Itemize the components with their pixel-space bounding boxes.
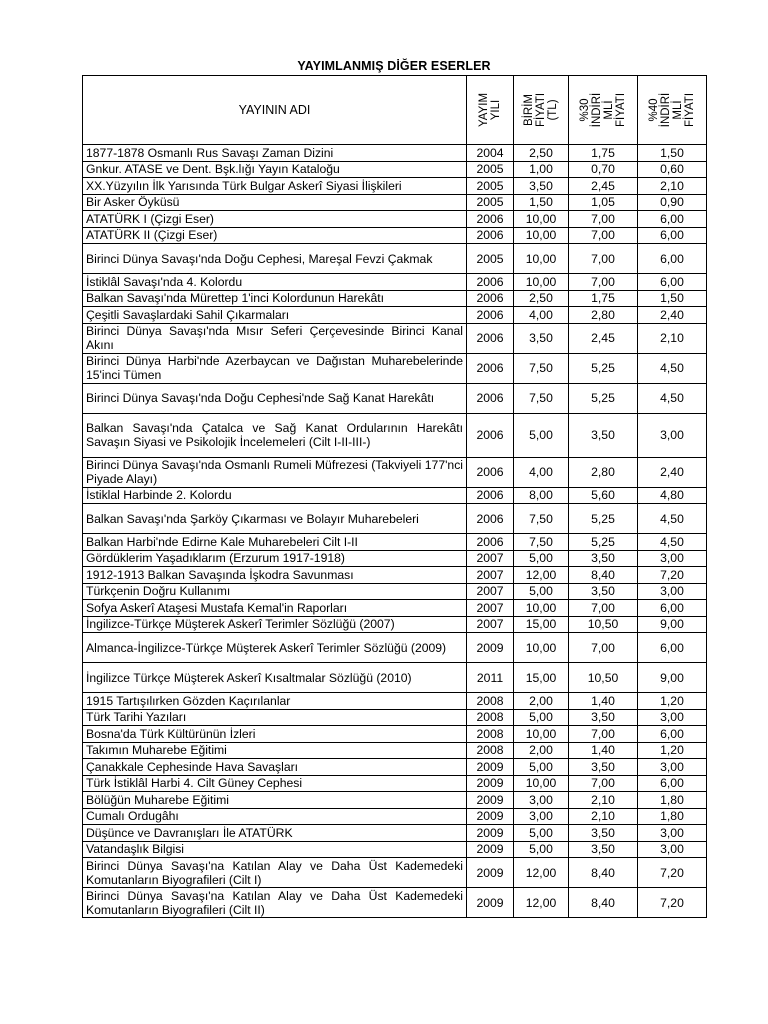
cell-unit-price: 7,50 xyxy=(514,534,569,551)
cell-year: 2006 xyxy=(467,504,514,534)
cell-price-30: 2,45 xyxy=(569,178,638,195)
cell-unit-price: 10,00 xyxy=(514,227,569,244)
cell-price-30: 2,80 xyxy=(569,307,638,324)
cell-price-40: 4,50 xyxy=(638,383,707,413)
cell-year: 2006 xyxy=(467,211,514,228)
cell-price-30: 2,10 xyxy=(569,792,638,809)
cell-unit-price: 4,00 xyxy=(514,457,569,487)
cell-price-40: 6,00 xyxy=(638,211,707,228)
cell-title: İstiklâl Savaşı'nda 4. Kolordu xyxy=(83,274,467,291)
table-row xyxy=(83,808,707,825)
table-body xyxy=(83,145,707,918)
cell-price-30: 7,00 xyxy=(569,600,638,617)
cell-year: 2009 xyxy=(467,792,514,809)
page-title: YAYIMLANMIŞ DİĞER ESERLER xyxy=(297,59,491,73)
cell-year: 2007 xyxy=(467,550,514,567)
cell-price-30: 7,00 xyxy=(569,244,638,274)
cell-price-40: 7,20 xyxy=(638,858,707,888)
cell-unit-price: 3,50 xyxy=(514,178,569,195)
cell-price-40: 6,00 xyxy=(638,633,707,663)
cell-price-40: 2,40 xyxy=(638,307,707,324)
header-year-text: YAYIM YILI xyxy=(478,92,502,128)
cell-price-30: 8,40 xyxy=(569,567,638,584)
table-row xyxy=(83,567,707,584)
cell-unit-price: 7,50 xyxy=(514,383,569,413)
cell-title: Bosna'da Türk Kültürünün İzleri xyxy=(83,726,467,743)
table-row xyxy=(83,211,707,228)
table-row xyxy=(83,274,707,291)
header-unit-price-text: BİRİM FİYATI (TL) xyxy=(523,92,559,128)
cell-title: Birinci Dünya Harbi'nde Azerbaycan ve Dağıstan Muharebelerinde 15'inci Tümen xyxy=(83,353,467,383)
table-row xyxy=(83,550,707,567)
table-row xyxy=(83,307,707,324)
cell-unit-price: 7,50 xyxy=(514,353,569,383)
cell-price-40: 9,00 xyxy=(638,663,707,693)
cell-unit-price: 10,00 xyxy=(514,274,569,291)
table-row xyxy=(83,663,707,693)
cell-unit-price: 7,50 xyxy=(514,504,569,534)
cell-price-40: 2,10 xyxy=(638,178,707,195)
cell-title: Balkan Savaşı'nda Çatalca ve Sağ Kanat Ordularının Harekâtı Savaşın Siyasi ve Psikolojik İncelemeleri (Cilt I-II-III-) xyxy=(83,413,467,457)
cell-price-30: 10,50 xyxy=(569,616,638,633)
header-discount-40-text: %40 İNDİRİ MLİ FİYATI xyxy=(648,92,696,128)
cell-year: 2009 xyxy=(467,858,514,888)
cell-price-40: 3,00 xyxy=(638,825,707,842)
column-header-year xyxy=(467,76,514,145)
table-row xyxy=(83,888,707,918)
cell-title: Cumalı Ordugâhı xyxy=(83,808,467,825)
cell-year: 2008 xyxy=(467,742,514,759)
cell-price-40: 1,80 xyxy=(638,808,707,825)
cell-title: Çanakkale Cephesinde Hava Savaşları xyxy=(83,759,467,776)
cell-title: Birinci Dünya Savaşı'na Katılan Alay ve Daha Üst Kademedeki Komutanların Biyografileri (Cilt I) xyxy=(83,858,467,888)
cell-year: 2009 xyxy=(467,775,514,792)
table-row xyxy=(83,616,707,633)
cell-title: Birinci Dünya Savaşı'nda Doğu Cephesi'nde Sağ Kanat Harekâtı xyxy=(83,383,467,413)
cell-price-30: 3,50 xyxy=(569,825,638,842)
cell-price-40: 6,00 xyxy=(638,274,707,291)
cell-unit-price: 10,00 xyxy=(514,244,569,274)
table-row xyxy=(83,693,707,710)
table-row xyxy=(83,178,707,195)
cell-unit-price: 10,00 xyxy=(514,211,569,228)
cell-price-40: 4,50 xyxy=(638,353,707,383)
cell-year: 2007 xyxy=(467,616,514,633)
cell-unit-price: 12,00 xyxy=(514,858,569,888)
cell-unit-price: 1,50 xyxy=(514,194,569,211)
cell-title: Birinci Dünya Savaşı'nda Doğu Cephesi, Mareşal Fevzi Çakmak xyxy=(83,244,467,274)
cell-unit-price: 12,00 xyxy=(514,567,569,584)
cell-price-30: 5,25 xyxy=(569,534,638,551)
table-row xyxy=(83,709,707,726)
cell-unit-price: 2,00 xyxy=(514,742,569,759)
cell-unit-price: 5,00 xyxy=(514,709,569,726)
cell-price-40: 0,90 xyxy=(638,194,707,211)
table-row xyxy=(83,413,707,457)
cell-year: 2011 xyxy=(467,663,514,693)
cell-title: Birinci Dünya Savaşı'nda Mısır Seferi Çerçevesinde Birinci Kanal Akını xyxy=(83,323,467,353)
cell-year: 2005 xyxy=(467,178,514,195)
cell-title: İstiklal Harbinde 2. Kolordu xyxy=(83,487,467,504)
cell-price-40: 7,20 xyxy=(638,888,707,918)
cell-price-40: 6,00 xyxy=(638,775,707,792)
cell-price-40: 3,00 xyxy=(638,583,707,600)
table-row xyxy=(83,775,707,792)
cell-price-40: 1,50 xyxy=(638,145,707,162)
cell-title: 1915 Tartışılırken Gözden Kaçırılanlar xyxy=(83,693,467,710)
cell-title: Sofya Askerî Ataşesi Mustafa Kemal'in Raporları xyxy=(83,600,467,617)
cell-unit-price: 5,00 xyxy=(514,759,569,776)
cell-price-30: 7,00 xyxy=(569,775,638,792)
cell-unit-price: 10,00 xyxy=(514,633,569,663)
cell-price-30: 2,10 xyxy=(569,808,638,825)
cell-unit-price: 12,00 xyxy=(514,888,569,918)
cell-title: Birinci Dünya Savaşı'na Katılan Alay ve Daha Üst Kademedeki Komutanların Biyografileri (Cilt II) xyxy=(83,888,467,918)
cell-title: Balkan Savaşı'nda Şarköy Çıkarması ve Bolayır Muharebeleri xyxy=(83,504,467,534)
table-row xyxy=(83,726,707,743)
table-row xyxy=(83,633,707,663)
header-discount-30-text: %30 İNDİRİ MLİ FİYATI xyxy=(579,92,627,128)
table-row xyxy=(83,534,707,551)
cell-unit-price: 5,00 xyxy=(514,413,569,457)
cell-price-30: 1,75 xyxy=(569,145,638,162)
cell-price-30: 1,40 xyxy=(569,742,638,759)
cell-unit-price: 10,00 xyxy=(514,600,569,617)
cell-title: Takımın Muharebe Eğitimi xyxy=(83,742,467,759)
table-row xyxy=(83,841,707,858)
cell-price-30: 1,75 xyxy=(569,290,638,307)
cell-year: 2009 xyxy=(467,888,514,918)
table-row xyxy=(83,792,707,809)
cell-title: Gnkur. ATASE ve Dent. Bşk.lığı Yayın Kataloğu xyxy=(83,161,467,178)
cell-year: 2004 xyxy=(467,145,514,162)
cell-unit-price: 3,50 xyxy=(514,323,569,353)
cell-year: 2005 xyxy=(467,194,514,211)
cell-price-30: 1,05 xyxy=(569,194,638,211)
cell-price-40: 3,00 xyxy=(638,759,707,776)
cell-year: 2008 xyxy=(467,726,514,743)
cell-title: Bölüğün Muharebe Eğitimi xyxy=(83,792,467,809)
cell-year: 2005 xyxy=(467,244,514,274)
cell-price-40: 0,60 xyxy=(638,161,707,178)
cell-unit-price: 3,00 xyxy=(514,792,569,809)
cell-unit-price: 5,00 xyxy=(514,550,569,567)
cell-price-40: 2,10 xyxy=(638,323,707,353)
cell-price-30: 8,40 xyxy=(569,888,638,918)
cell-price-40: 1,80 xyxy=(638,792,707,809)
cell-year: 2006 xyxy=(467,274,514,291)
cell-price-30: 5,25 xyxy=(569,504,638,534)
cell-unit-price: 5,00 xyxy=(514,825,569,842)
cell-year: 2009 xyxy=(467,633,514,663)
cell-title: Gördüklerim Yaşadıklarım (Erzurum 1917-1918) xyxy=(83,550,467,567)
cell-price-30: 7,00 xyxy=(569,633,638,663)
cell-price-30: 3,50 xyxy=(569,841,638,858)
table-row xyxy=(83,583,707,600)
cell-unit-price: 1,00 xyxy=(514,161,569,178)
table-row xyxy=(83,759,707,776)
cell-title: Almanca-İngilizce-Türkçe Müşterek Askerî Terimler Sözlüğü (2009) xyxy=(83,633,467,663)
table-row xyxy=(83,742,707,759)
cell-year: 2009 xyxy=(467,841,514,858)
cell-title: Balkan Savaşı'nda Mürettep 1'inci Kolordunun Harekâtı xyxy=(83,290,467,307)
cell-title: ATATÜRK II (Çizgi Eser) xyxy=(83,227,467,244)
cell-year: 2006 xyxy=(467,534,514,551)
header-row xyxy=(83,76,707,145)
table-row xyxy=(83,145,707,162)
table-row xyxy=(83,290,707,307)
cell-year: 2008 xyxy=(467,709,514,726)
cell-price-30: 7,00 xyxy=(569,726,638,743)
cell-year: 2007 xyxy=(467,567,514,584)
cell-price-30: 1,40 xyxy=(569,693,638,710)
cell-year: 2006 xyxy=(467,227,514,244)
cell-price-40: 4,80 xyxy=(638,487,707,504)
cell-title: İngilizce-Türkçe Müşterek Askerî Terimler Sözlüğü (2007) xyxy=(83,616,467,633)
cell-price-40: 6,00 xyxy=(638,244,707,274)
cell-price-30: 5,25 xyxy=(569,383,638,413)
cell-title: Türkçenin Doğru Kullanımı xyxy=(83,583,467,600)
cell-unit-price: 15,00 xyxy=(514,616,569,633)
table-row xyxy=(83,457,707,487)
cell-price-40: 3,00 xyxy=(638,709,707,726)
cell-title: Çeşitli Savaşlardaki Sahil Çıkarmaları xyxy=(83,307,467,324)
cell-price-30: 7,00 xyxy=(569,211,638,228)
cell-price-30: 5,25 xyxy=(569,353,638,383)
table-row xyxy=(83,858,707,888)
cell-price-30: 5,60 xyxy=(569,487,638,504)
table-row xyxy=(83,227,707,244)
cell-title: Balkan Harbi'nde Edirne Kale Muharebeleri Cilt I-II xyxy=(83,534,467,551)
table-row xyxy=(83,825,707,842)
cell-price-40: 4,50 xyxy=(638,534,707,551)
cell-price-40: 2,40 xyxy=(638,457,707,487)
cell-unit-price: 5,00 xyxy=(514,841,569,858)
cell-unit-price: 3,00 xyxy=(514,808,569,825)
table-row xyxy=(83,161,707,178)
cell-year: 2006 xyxy=(467,457,514,487)
cell-year: 2007 xyxy=(467,600,514,617)
cell-price-30: 2,80 xyxy=(569,457,638,487)
cell-price-40: 7,20 xyxy=(638,567,707,584)
table-row xyxy=(83,353,707,383)
cell-title: 1877-1878 Osmanlı Rus Savaşı Zaman Dizini xyxy=(83,145,467,162)
table-row xyxy=(83,323,707,353)
column-header-unit-price xyxy=(514,76,569,145)
cell-price-40: 3,00 xyxy=(638,550,707,567)
table-row xyxy=(83,487,707,504)
cell-unit-price: 4,00 xyxy=(514,307,569,324)
cell-unit-price: 2,50 xyxy=(514,290,569,307)
cell-year: 2006 xyxy=(467,383,514,413)
cell-price-30: 10,50 xyxy=(569,663,638,693)
cell-year: 2006 xyxy=(467,290,514,307)
cell-year: 2005 xyxy=(467,161,514,178)
table-row xyxy=(83,600,707,617)
cell-year: 2009 xyxy=(467,825,514,842)
cell-price-30: 0,70 xyxy=(569,161,638,178)
cell-price-40: 9,00 xyxy=(638,616,707,633)
cell-price-30: 7,00 xyxy=(569,227,638,244)
cell-price-30: 3,50 xyxy=(569,413,638,457)
cell-year: 2006 xyxy=(467,353,514,383)
table-row xyxy=(83,383,707,413)
cell-unit-price: 2,00 xyxy=(514,693,569,710)
cell-price-30: 3,50 xyxy=(569,550,638,567)
table-row xyxy=(83,504,707,534)
cell-price-30: 8,40 xyxy=(569,858,638,888)
column-header-name: YAYININ ADI xyxy=(83,76,467,145)
cell-year: 2009 xyxy=(467,808,514,825)
table-row xyxy=(83,244,707,274)
cell-year: 2006 xyxy=(467,487,514,504)
cell-price-30: 3,50 xyxy=(569,759,638,776)
cell-price-30: 3,50 xyxy=(569,709,638,726)
cell-title: Türk Tarihi Yazıları xyxy=(83,709,467,726)
cell-year: 2006 xyxy=(467,413,514,457)
cell-price-40: 1,20 xyxy=(638,742,707,759)
cell-unit-price: 2,50 xyxy=(514,145,569,162)
cell-title: Birinci Dünya Savaşı'nda Osmanlı Rumeli Müfrezesi (Takviyeli 177'nci Piyade Alayı) xyxy=(83,457,467,487)
cell-year: 2009 xyxy=(467,759,514,776)
table-row xyxy=(83,194,707,211)
cell-title: XX.Yüzyılın İlk Yarısında Türk Bulgar Askerî Siyasi İlişkileri xyxy=(83,178,467,195)
cell-title: 1912-1913 Balkan Savaşında İşkodra Savunması xyxy=(83,567,467,584)
cell-unit-price: 15,00 xyxy=(514,663,569,693)
column-header-discount-30 xyxy=(569,76,638,145)
cell-title: İngilizce Türkçe Müşterek Askerî Kısaltmalar Sözlüğü (2010) xyxy=(83,663,467,693)
cell-price-40: 6,00 xyxy=(638,600,707,617)
cell-price-40: 3,00 xyxy=(638,413,707,457)
column-header-discount-40 xyxy=(638,76,707,145)
cell-price-40: 4,50 xyxy=(638,504,707,534)
cell-title: ATATÜRK I (Çizgi Eser) xyxy=(83,211,467,228)
cell-title: Vatandaşlık Bilgisi xyxy=(83,841,467,858)
cell-price-40: 3,00 xyxy=(638,841,707,858)
cell-year: 2008 xyxy=(467,693,514,710)
cell-title: Bir Asker Öyküsü xyxy=(83,194,467,211)
cell-unit-price: 10,00 xyxy=(514,726,569,743)
cell-price-40: 6,00 xyxy=(638,227,707,244)
cell-year: 2006 xyxy=(467,307,514,324)
cell-year: 2006 xyxy=(467,323,514,353)
cell-price-30: 7,00 xyxy=(569,274,638,291)
cell-year: 2007 xyxy=(467,583,514,600)
cell-price-40: 1,20 xyxy=(638,693,707,710)
publications-table xyxy=(82,75,707,918)
cell-price-40: 6,00 xyxy=(638,726,707,743)
cell-unit-price: 5,00 xyxy=(514,583,569,600)
cell-unit-price: 8,00 xyxy=(514,487,569,504)
cell-price-30: 3,50 xyxy=(569,583,638,600)
cell-title: Düşünce ve Davranışları İle ATATÜRK xyxy=(83,825,467,842)
cell-price-30: 2,45 xyxy=(569,323,638,353)
cell-unit-price: 10,00 xyxy=(514,775,569,792)
cell-title: Türk İstiklâl Harbi 4. Cilt Güney Cephesi xyxy=(83,775,467,792)
cell-price-40: 1,50 xyxy=(638,290,707,307)
